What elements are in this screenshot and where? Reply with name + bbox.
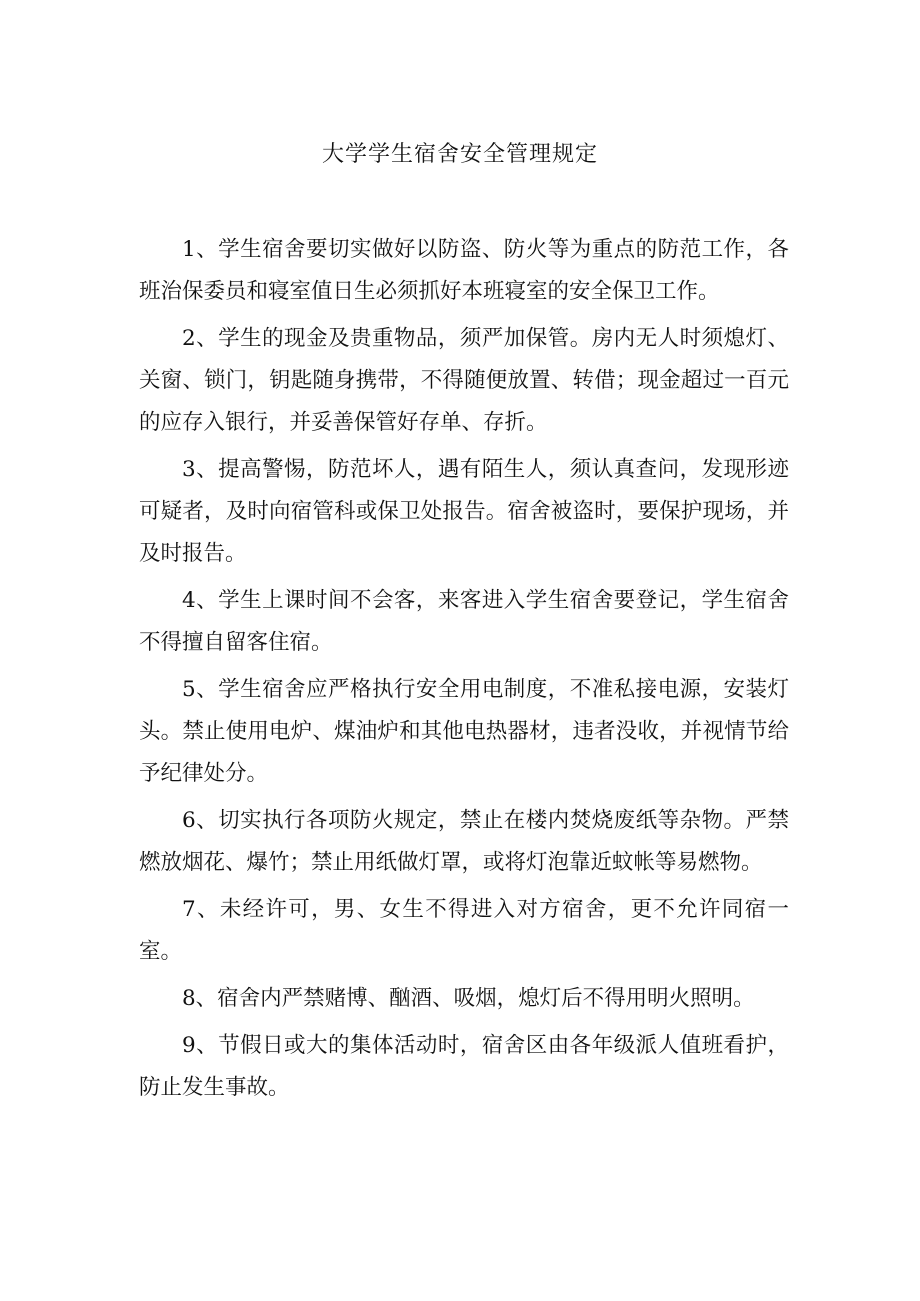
document-body	[139, 229, 789, 1114]
document-title: 大学学生宿舍安全管理规定	[321, 142, 598, 167]
rule-paragraph-7: 7、未经许可，男、女生不得进入对方宿舍，更不允许同宿一室。	[139, 897, 789, 964]
rule-paragraph-9: 9、节假日或大的集体活动时，宿舍区由各年级派人值班看护，防止发生事故。	[139, 1033, 789, 1100]
rule-paragraph-3: 3、提高警惕，防范坏人，遇有陌生人，须认真查问，发现形迹可疑者，及时向宿管科或保卫处报告。宿舍被盗时，要保护现场，并及时报告。	[139, 457, 789, 566]
rule-paragraph-5: 5、学生宿舍应严格执行安全用电制度，不准私接电源，安装灯头。禁止使用电炉、煤油炉和其他电热器材，违者没收，并视情节给予纪律处分。	[139, 677, 789, 786]
rule-paragraph-1: 1、学生宿舍要切实做好以防盗、防火等为重点的防范工作，各班治保委员和寝室值日生必须抓好本班寝室的安全保卫工作。	[139, 237, 789, 304]
rule-paragraph-6: 6、切实执行各项防火规定，禁止在楼内焚烧废纸等杂物。严禁燃放烟花、爆竹；禁止用纸做灯罩，或将灯泡靠近蚊帐等易燃物。	[139, 808, 789, 875]
rule-paragraph-2: 2、学生的现金及贵重物品，须严加保管。房内无人时须熄灯、关窗、锁门，钥匙随身携带，不得随便放置、转借；现金超过一百元的应存入银行，并妥善保管好存单、存折。	[139, 326, 789, 435]
rule-paragraph-4: 4、学生上课时间不会客，来客进入学生宿舍要登记，学生宿舍不得擅自留客住宿。	[139, 588, 789, 655]
rule-paragraph-8: 8、宿舍内严禁赌博、酗酒、吸烟，熄灯后不得用明火照明。	[182, 986, 755, 1011]
